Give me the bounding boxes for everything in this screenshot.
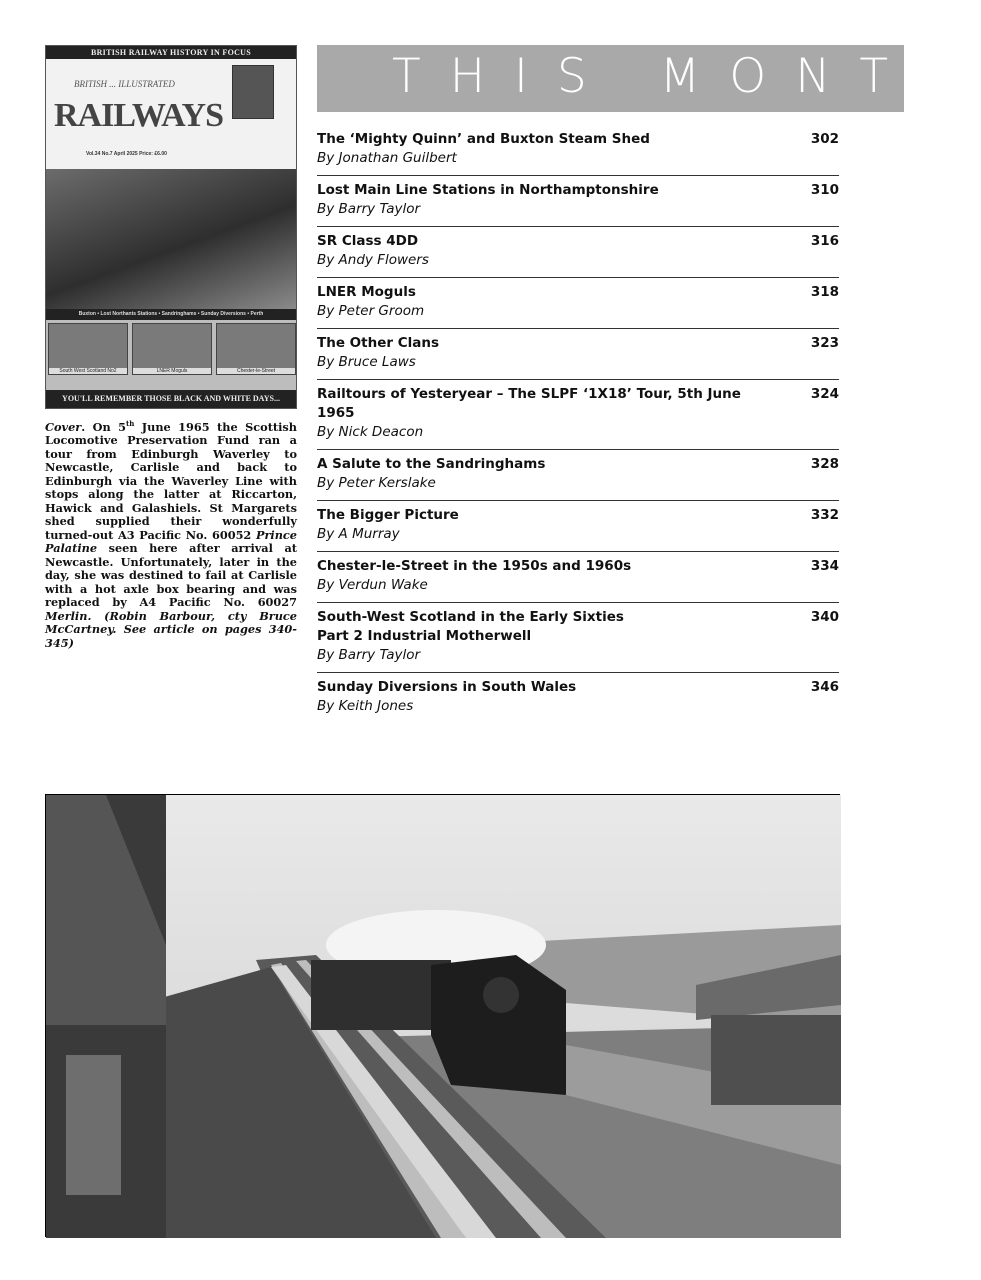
contents-entry[interactable] <box>317 450 839 501</box>
contents-entry[interactable] <box>317 278 839 329</box>
caption-credit: . (Robin Barbour, cty Bruce McCartney. See article on pages 340-345) <box>45 608 297 650</box>
contents-entry[interactable] <box>317 552 839 603</box>
caption-text: seen here after arrival at Newcastle. Unfortunately, later in the day, she was destined to fail at Carlisle with a hot axle box bearing and was replaced by A4 Pacific No. 60027 <box>45 541 297 610</box>
cover-mini-caption: Chester-le-Street <box>217 368 295 374</box>
contents-entry[interactable] <box>317 329 839 380</box>
left-window <box>66 1055 121 1195</box>
article-author: By Keith Jones <box>317 698 414 714</box>
locomotive <box>431 955 566 1095</box>
article-author: By Jonathan Guilbert <box>317 150 457 166</box>
cover-mini-photo-2 <box>132 323 212 375</box>
magazine-cover <box>45 45 297 409</box>
article-page-number: 310 <box>810 182 839 198</box>
contents-entry[interactable] <box>317 603 839 673</box>
cover-subtitle: BRITISH ... ILLUSTRATED <box>74 79 175 89</box>
contents-entry[interactable] <box>317 673 839 723</box>
caption-text: June 1965 the Scottish Locomotive Preservation Fund ran a tour from Edinburgh Waverley to Newcastle, Carlisle and back to Edinburgh via the Waverley Line with stops along the latter at Riccarton, Hawick and Galashiels. St Margarets shed supplied their wonderfully turned-out A3 Pacific No. 60052 <box>45 419 297 542</box>
article-author: By A Murray <box>317 526 400 542</box>
cover-mini-caption: LNER Moguls <box>133 368 211 374</box>
article-page-number: 302 <box>810 131 839 147</box>
caption-loco-name: Merlin <box>45 608 88 623</box>
article-title: A Salute to the Sandringhams <box>317 456 546 472</box>
cover-mini-photo-3 <box>216 323 296 375</box>
article-author: By Bruce Laws <box>317 354 416 370</box>
cover-inset-thumbnail <box>232 65 274 119</box>
cover-contents-strip: Buxton • Lost Northants Stations • Sandringhams • Sunday Diversions • Perth <box>46 309 296 320</box>
cover-title: RAILWAYS <box>54 97 224 134</box>
article-title: Lost Main Line Stations in Northamptonshire <box>317 182 659 198</box>
station-scene <box>46 795 841 1238</box>
cover-mini-photo-1 <box>48 323 128 375</box>
cover-bottom-strap: YOU'LL REMEMBER THOSE BLACK AND WHITE DAYS... <box>46 390 296 408</box>
article-author: By Peter Groom <box>317 303 425 319</box>
article-page-number: 346 <box>810 679 839 695</box>
article-page-number: 332 <box>810 507 839 523</box>
main-photograph <box>45 794 840 1237</box>
article-page-number: 340 <box>810 609 839 625</box>
caption-loco-name: Prince Palatine <box>45 527 297 556</box>
caption-text: . On 5 <box>81 419 126 434</box>
right-shelter <box>711 1015 841 1105</box>
article-page-number: 324 <box>810 386 839 402</box>
cover-mini-caption: South West Scotland No2 <box>49 368 127 374</box>
article-title: South-West Scotland in the Early Sixties Part 2 Industrial Motherwell <box>317 609 624 644</box>
contents-entry[interactable] <box>317 227 839 278</box>
article-title: SR Class 4DD <box>317 233 419 249</box>
article-title: The ‘Mighty Quinn’ and Buxton Steam Shed <box>317 131 650 147</box>
article-page-number: 328 <box>810 456 839 472</box>
contents-entry[interactable] <box>317 501 839 552</box>
article-author: By Peter Kerslake <box>317 475 436 491</box>
article-author: By Andy Flowers <box>317 252 429 268</box>
article-page-number: 318 <box>810 284 839 300</box>
cover-main-photo <box>46 169 296 309</box>
article-title: LNER Moguls <box>317 284 416 300</box>
article-page-number: 323 <box>810 335 839 351</box>
coaches <box>311 960 451 1030</box>
contents-entry[interactable] <box>317 176 839 227</box>
article-title: Sunday Diversions in South Wales <box>317 679 577 695</box>
article-title: The Other Clans <box>317 335 440 351</box>
banner-title: THIS MONTH <box>392 49 981 104</box>
article-title: The Bigger Picture <box>317 507 459 523</box>
cover-caption <box>45 417 297 650</box>
contents-entry[interactable] <box>317 380 839 450</box>
article-author: By Nick Deacon <box>317 424 424 440</box>
cover-strap: BRITISH RAILWAY HISTORY IN FOCUS <box>46 46 296 59</box>
this-month-banner <box>317 45 981 112</box>
article-title: Chester-le-Street in the 1950s and 1960s <box>317 558 632 574</box>
smokebox <box>483 977 519 1013</box>
article-title: Railtours of Yesteryear – The SLPF ‘1X18’ Tour, 5th June 1965 <box>317 386 741 421</box>
cover-masthead <box>46 59 296 169</box>
article-author: By Barry Taylor <box>317 201 421 217</box>
contents-entry[interactable] <box>317 125 839 176</box>
article-page-number: 334 <box>810 558 839 574</box>
cover-issue-line: Vol.34 No.7 April 2025 Price: £6.00 <box>86 151 167 157</box>
caption-label: Cover <box>45 419 82 434</box>
caption-sup: th <box>125 419 135 428</box>
article-author: By Verdun Wake <box>317 577 428 593</box>
contents-list <box>317 125 839 723</box>
article-page-number: 316 <box>810 233 839 249</box>
article-author: By Barry Taylor <box>317 647 421 663</box>
